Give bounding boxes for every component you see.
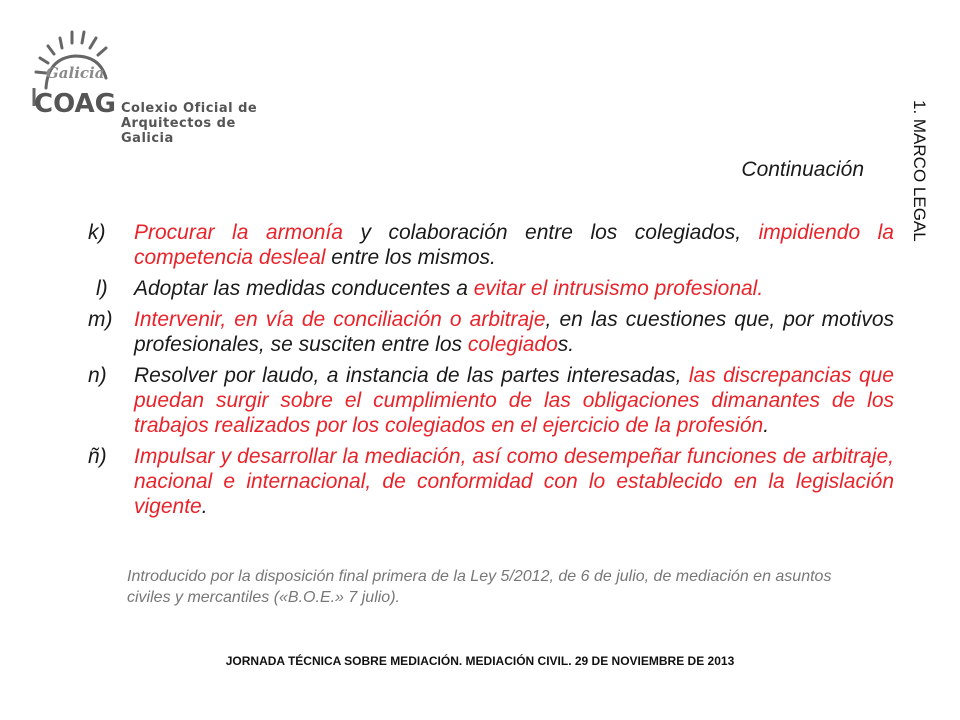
footer-event-title: JORNADA TÉCNICA SOBRE MEDIACIÓN. MEDIACIÓN CIVIL. 29 DE NOVIEMBRE DE 2013 — [225, 654, 735, 668]
item-label: l) — [96, 277, 108, 300]
legal-note: Introducido por la disposición final primera de la Ley 5/2012, de 6 de julio, de mediación en asuntos civiles y mercantiles («B.O.E.» 7 julio). — [127, 568, 832, 606]
coag-logo — [20, 18, 260, 146]
article-item-list — [88, 220, 894, 525]
svg-text:COAG: COAG — [34, 89, 116, 119]
item-label: n) — [88, 364, 107, 387]
list-item — [88, 363, 894, 438]
item-text: s. — [557, 333, 575, 356]
item-text: . — [763, 414, 770, 437]
item-label: ñ) — [88, 445, 107, 468]
list-item — [88, 444, 894, 519]
item-text: evitar el intrusismo profesional. — [473, 277, 764, 300]
item-text: las discrepancias que puedan surgir sobre el cumplimiento de las obligaciones dimanantes de los trabajos realizados por los colegiados en el ejercicio de la profesión — [134, 364, 894, 437]
item-text: Resolver por laudo, a instancia de las partes interesadas, — [134, 364, 689, 387]
item-label: m) — [88, 308, 113, 331]
continuation-heading: Continuación — [741, 158, 864, 181]
item-text: Procurar la armonía — [134, 221, 343, 244]
list-item — [88, 307, 894, 357]
item-text: Adoptar las medidas conducentes a — [134, 277, 474, 300]
section-side-label: 1. MARCO LEGAL — [910, 100, 929, 242]
item-text: colegiado — [467, 333, 558, 356]
item-label: k) — [88, 221, 106, 244]
item-text: impidiendo la competencia desleal — [134, 221, 894, 269]
list-item — [88, 220, 894, 270]
item-text: entre los mismos. — [325, 246, 496, 269]
item-text: , en las cuestiones que, por motivos profesionales, se susciten entre los — [134, 308, 895, 356]
list-item — [88, 276, 894, 301]
item-text: . — [201, 495, 208, 518]
svg-text:Galicia: Galicia — [46, 64, 105, 82]
item-text: Intervenir, en vía de conciliación o arbitraje — [134, 308, 546, 331]
logo-name: Colexio Oficial de Arquitectos de Galicia — [121, 101, 258, 146]
item-text: Impulsar y desarrollar la mediación, así como desempeñar funciones de arbitraje, nacional e internacional, de conformidad con lo establecido en la legislación vigente — [134, 445, 894, 518]
item-text: y colaboración entre los colegiados, — [342, 221, 759, 244]
